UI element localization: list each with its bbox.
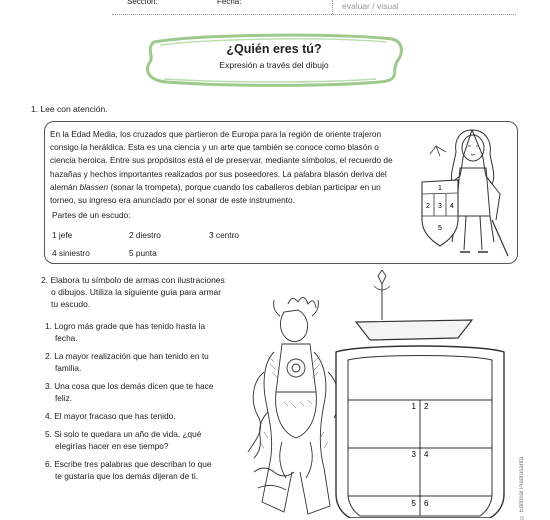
list-item-line: 6. Escribe tres palabras que describan lo que <box>45 459 212 469</box>
header-rule <box>112 0 516 15</box>
list-item <box>45 350 235 374</box>
shield-cell-number: 6 <box>424 499 429 508</box>
list-item-line: 4. El mayor fracaso que has tenido. <box>45 411 176 421</box>
publisher-credit: © Editorial Piedrasanta <box>519 456 525 520</box>
paragraph-line: ciencia heroica. Entre sus propósitos está el de preservar, mediante símbolos, el recuerdo de <box>50 155 393 166</box>
reading-paragraph <box>50 128 412 207</box>
parts-heading: Partes de un escudo: <box>52 210 131 220</box>
list-item <box>45 458 235 482</box>
list-item <box>45 380 235 404</box>
coat-of-arms-shield[interactable] <box>330 270 510 518</box>
list-item-line: elegirías hacer en ese tiempo? <box>55 441 169 452</box>
part-item: 5 punta <box>129 248 157 258</box>
fecha-label: Fecha: <box>217 0 242 6</box>
small-shield-number: 5 <box>438 225 442 232</box>
small-shield-number: 4 <box>450 203 454 210</box>
page-title: ¿Quién eres tú? <box>226 42 322 56</box>
list-item-line: familia. <box>55 363 82 374</box>
list-item <box>45 410 235 422</box>
step2-instruction <box>41 274 241 311</box>
list-item-line: 2. La mayor realización que han tenido en tu <box>45 351 209 361</box>
paragraph-line: hazañas y hechos importantes realizados por sus poseedores. La palabra blasón deriva del <box>50 168 387 179</box>
part-item: 3 centro <box>209 230 239 240</box>
shield-cell-number: 2 <box>424 402 429 411</box>
page-subtitle: Expresión a través del dibujo <box>219 60 329 70</box>
shield-cell-number: 5 <box>411 499 416 508</box>
header-divider <box>332 0 334 14</box>
line5-pre: alemán <box>50 181 80 192</box>
list-item-line: 5. Si solo te quedara un año de vida, ¿qué <box>45 429 202 439</box>
list-item-line: 3. Una cosa que los demás dicen que te hace <box>45 381 214 391</box>
shield-cell-number: 1 <box>411 402 416 411</box>
list-item-line: feliz. <box>55 393 73 404</box>
paragraph-line: consigo la heráldica. Esta es una ciencia y un arte que también se conoce como blasón o <box>50 142 379 153</box>
shield-cell-number: 4 <box>424 450 429 459</box>
part-item: 1 jefe <box>52 230 73 240</box>
instruction-line: tu escudo. <box>51 299 91 310</box>
banner-brush-icon <box>140 30 408 88</box>
paragraph-line: En la Edad Media, los cruzados que partieron de Europa para la región de oriente trajeron <box>50 129 382 139</box>
list-item <box>45 320 235 344</box>
part-item: 4 siniestro <box>52 248 90 258</box>
instruction-line: 2. Elabora tu símbolo de armas con ilustraciones <box>41 275 225 285</box>
step1-instruction: 1. Lee con atención. <box>31 104 108 114</box>
paragraph-line: torneo, su ingreso era anunciado por el sonar de este instrumento. <box>50 195 295 206</box>
part-item: 2 diestro <box>129 230 161 240</box>
list-item-line: 1. Logro más grade que has tenido hasta la <box>45 321 206 331</box>
shield-cell-number: 3 <box>411 450 416 459</box>
list-item-line: fecha. <box>55 333 78 344</box>
girl-with-shield-illustration <box>416 124 514 260</box>
list-item <box>45 428 235 452</box>
title-banner <box>140 30 408 88</box>
instruction-line: o dibujos. Utiliza la siguiente guía para armar <box>51 287 222 298</box>
seccion-label: Sección: <box>127 0 158 6</box>
list-item-line: te gustaría que los demás dijeran de ti. <box>55 471 198 482</box>
line5-post: (sonar la trompeta), porque cuando los caballeros debían participar en un <box>108 181 381 192</box>
small-shield-number: 3 <box>438 203 442 210</box>
small-shield-number: 2 <box>426 203 430 210</box>
small-shield-number: 1 <box>438 185 442 192</box>
header-tag: evaluar / visual <box>342 1 399 11</box>
paragraph-line <box>50 181 412 194</box>
line5-italic: blassen <box>79 181 109 192</box>
